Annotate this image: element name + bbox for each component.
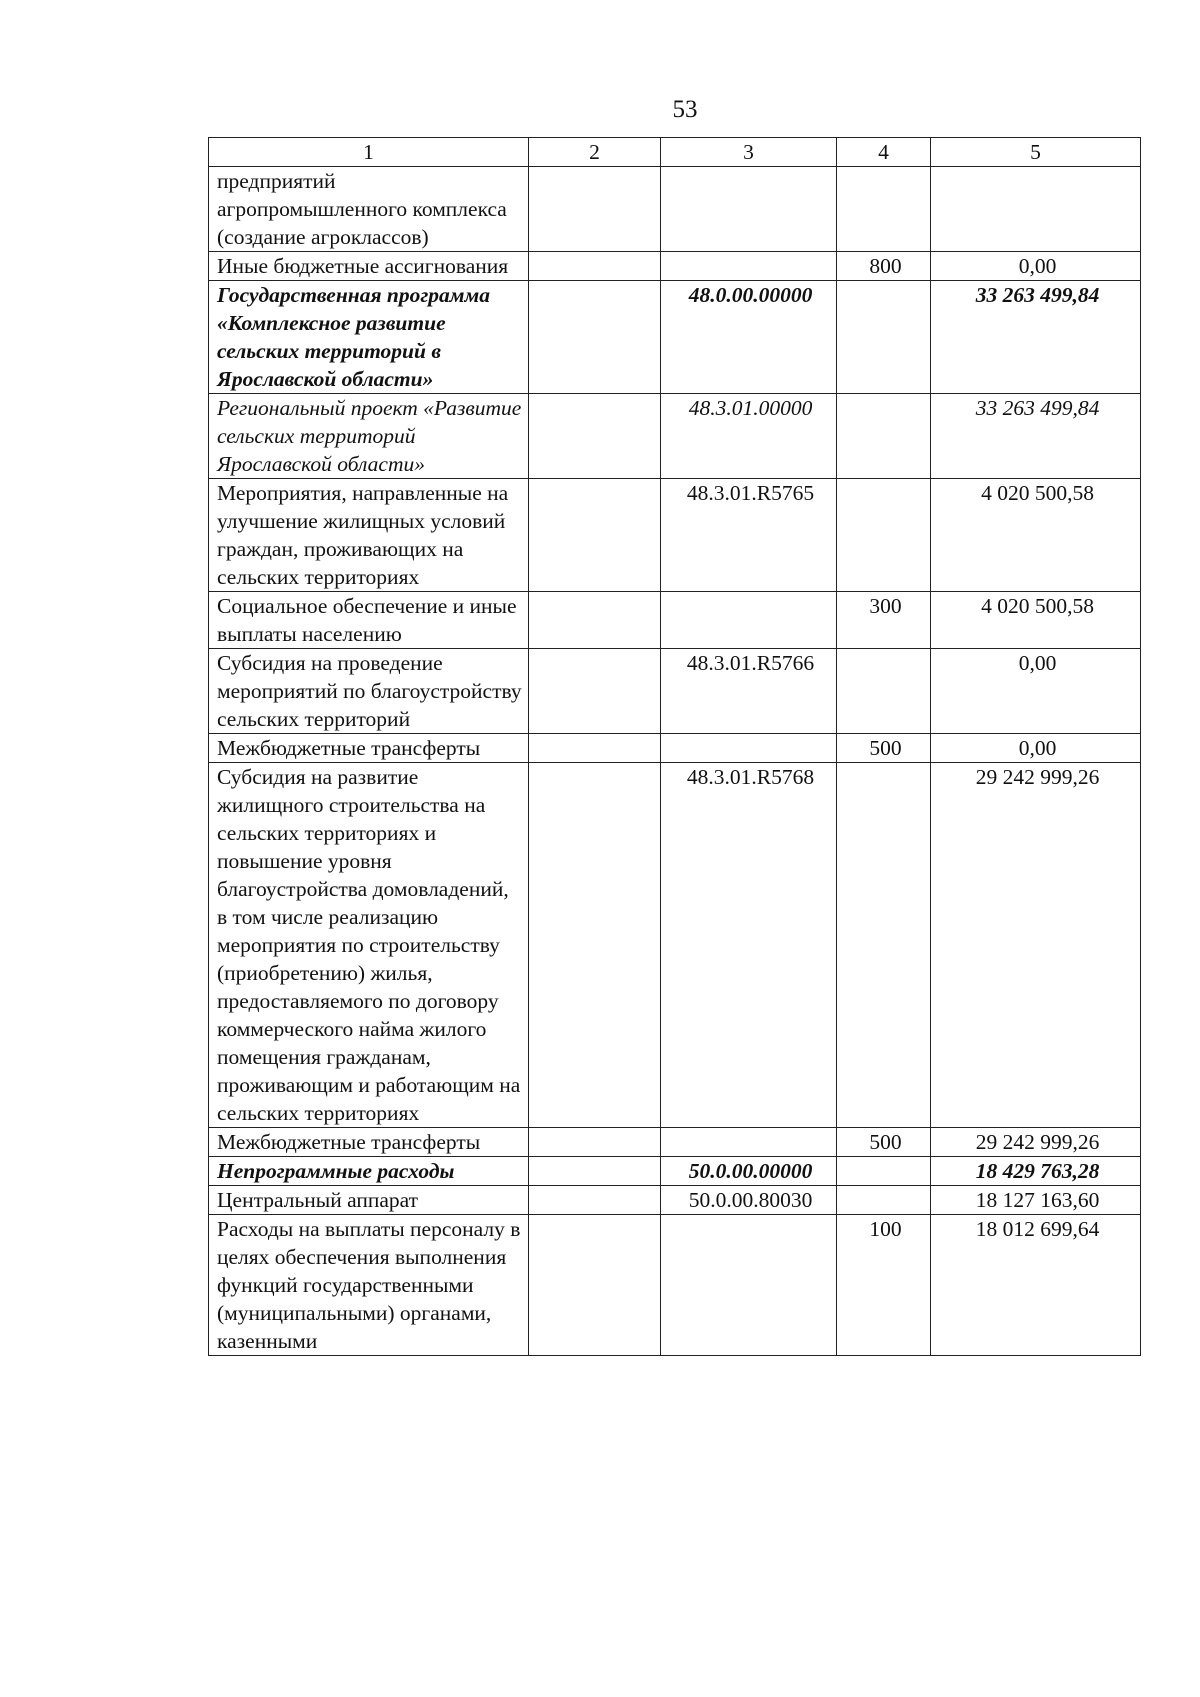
row-amount-cell: 0,00: [931, 649, 1141, 734]
row-amount-cell: 0,00: [931, 252, 1141, 281]
row-col2-cell: [529, 252, 661, 281]
table-row: [209, 281, 1141, 394]
table-row: [209, 1186, 1141, 1215]
table-row: [209, 763, 1141, 1128]
row-code-cell: 50.0.00.00000: [661, 1157, 837, 1186]
row-name-cell: предприятий агропромышленного комплекса (создание агроклассов): [209, 167, 529, 252]
row-col2-cell: [529, 1215, 661, 1356]
row-expense-type-cell: [837, 167, 931, 252]
row-name-cell: Государственная программа «Комплексное развитие сельских территорий в Ярославской области»: [209, 281, 529, 394]
row-expense-type-cell: [837, 1157, 931, 1186]
row-code-cell: [661, 734, 837, 763]
row-expense-type-cell: 800: [837, 252, 931, 281]
table-row: [209, 649, 1141, 734]
table-row: [209, 167, 1141, 252]
budget-table-body: [209, 138, 1141, 1356]
row-code-cell: [661, 592, 837, 649]
row-name-cell: Межбюджетные трансферты: [209, 734, 529, 763]
row-col2-cell: [529, 479, 661, 592]
row-expense-type-cell: [837, 1186, 931, 1215]
row-code-cell: 48.0.00.00000: [661, 281, 837, 394]
row-name-cell: Расходы на выплаты персоналу в целях обеспечения выполнения функций государственными (муниципальными) органами, казенными: [209, 1215, 529, 1356]
row-expense-type-cell: [837, 394, 931, 479]
row-amount-cell: 4 020 500,58: [931, 479, 1141, 592]
row-code-cell: [661, 1215, 837, 1356]
row-expense-type-cell: [837, 281, 931, 394]
row-name-cell: Субсидия на развитие жилищного строительства на сельских территориях и повышение уровня благоустройства домовладений, в том числе реализацию мероприятия по строительству (приобретению) жилья, предоставляемого по договору коммерческого найма жилого помещения гражданам, проживающим и работающим на сельских территориях: [209, 763, 529, 1128]
row-expense-type-cell: [837, 479, 931, 592]
header-col-4: 4: [837, 138, 931, 167]
header-col-5: 5: [931, 138, 1141, 167]
row-expense-type-cell: 100: [837, 1215, 931, 1356]
row-col2-cell: [529, 763, 661, 1128]
row-expense-type-cell: [837, 649, 931, 734]
row-amount-cell: 29 242 999,26: [931, 1128, 1141, 1157]
row-name-cell: Непрограммные расходы: [209, 1157, 529, 1186]
row-amount-cell: 4 020 500,58: [931, 592, 1141, 649]
row-expense-type-cell: 500: [837, 1128, 931, 1157]
row-col2-cell: [529, 167, 661, 252]
row-code-cell: 48.3.01.R5766: [661, 649, 837, 734]
row-code-cell: [661, 252, 837, 281]
table-row: [209, 1157, 1141, 1186]
table-row: [209, 1128, 1141, 1157]
row-code-cell: [661, 167, 837, 252]
row-expense-type-cell: [837, 763, 931, 1128]
row-code-cell: 48.3.01.R5765: [661, 479, 837, 592]
row-amount-cell: 29 242 999,26: [931, 763, 1141, 1128]
table-row: [209, 592, 1141, 649]
row-name-cell: Мероприятия, направленные на улучшение жилищных условий граждан, проживающих на сельских территориях: [209, 479, 529, 592]
row-name-cell: Иные бюджетные ассигнования: [209, 252, 529, 281]
row-code-cell: 50.0.00.80030: [661, 1186, 837, 1215]
row-col2-cell: [529, 281, 661, 394]
row-code-cell: [661, 1128, 837, 1157]
row-name-cell: Региональный проект «Развитие сельских территорий Ярославской области»: [209, 394, 529, 479]
row-col2-cell: [529, 592, 661, 649]
table-row: [209, 1215, 1141, 1356]
row-expense-type-cell: 500: [837, 734, 931, 763]
row-name-cell: Субсидия на проведение мероприятий по благоустройству сельских территорий: [209, 649, 529, 734]
table-row: [209, 394, 1141, 479]
row-col2-cell: [529, 1157, 661, 1186]
row-amount-cell: 18 012 699,64: [931, 1215, 1141, 1356]
row-amount-cell: 33 263 499,84: [931, 281, 1141, 394]
header-col-1: 1: [209, 138, 529, 167]
row-col2-cell: [529, 1128, 661, 1157]
row-col2-cell: [529, 1186, 661, 1215]
row-expense-type-cell: 300: [837, 592, 931, 649]
row-amount-cell: 0,00: [931, 734, 1141, 763]
row-name-cell: Центральный аппарат: [209, 1186, 529, 1215]
header-col-3: 3: [661, 138, 837, 167]
row-amount-cell: 33 263 499,84: [931, 394, 1141, 479]
row-amount-cell: 18 429 763,28: [931, 1157, 1141, 1186]
row-code-cell: 48.3.01.R5768: [661, 763, 837, 1128]
header-col-2: 2: [529, 138, 661, 167]
row-col2-cell: [529, 734, 661, 763]
row-code-cell: 48.3.01.00000: [661, 394, 837, 479]
page-number: 53: [672, 96, 698, 123]
budget-table: [208, 137, 1141, 1356]
header-row: [209, 138, 1141, 167]
row-col2-cell: [529, 394, 661, 479]
table-row: [209, 252, 1141, 281]
table-row: [209, 734, 1141, 763]
row-amount-cell: 18 127 163,60: [931, 1186, 1141, 1215]
table-row: [209, 479, 1141, 592]
row-col2-cell: [529, 649, 661, 734]
row-amount-cell: [931, 167, 1141, 252]
row-name-cell: Межбюджетные трансферты: [209, 1128, 529, 1157]
row-name-cell: Социальное обеспечение и иные выплаты населению: [209, 592, 529, 649]
